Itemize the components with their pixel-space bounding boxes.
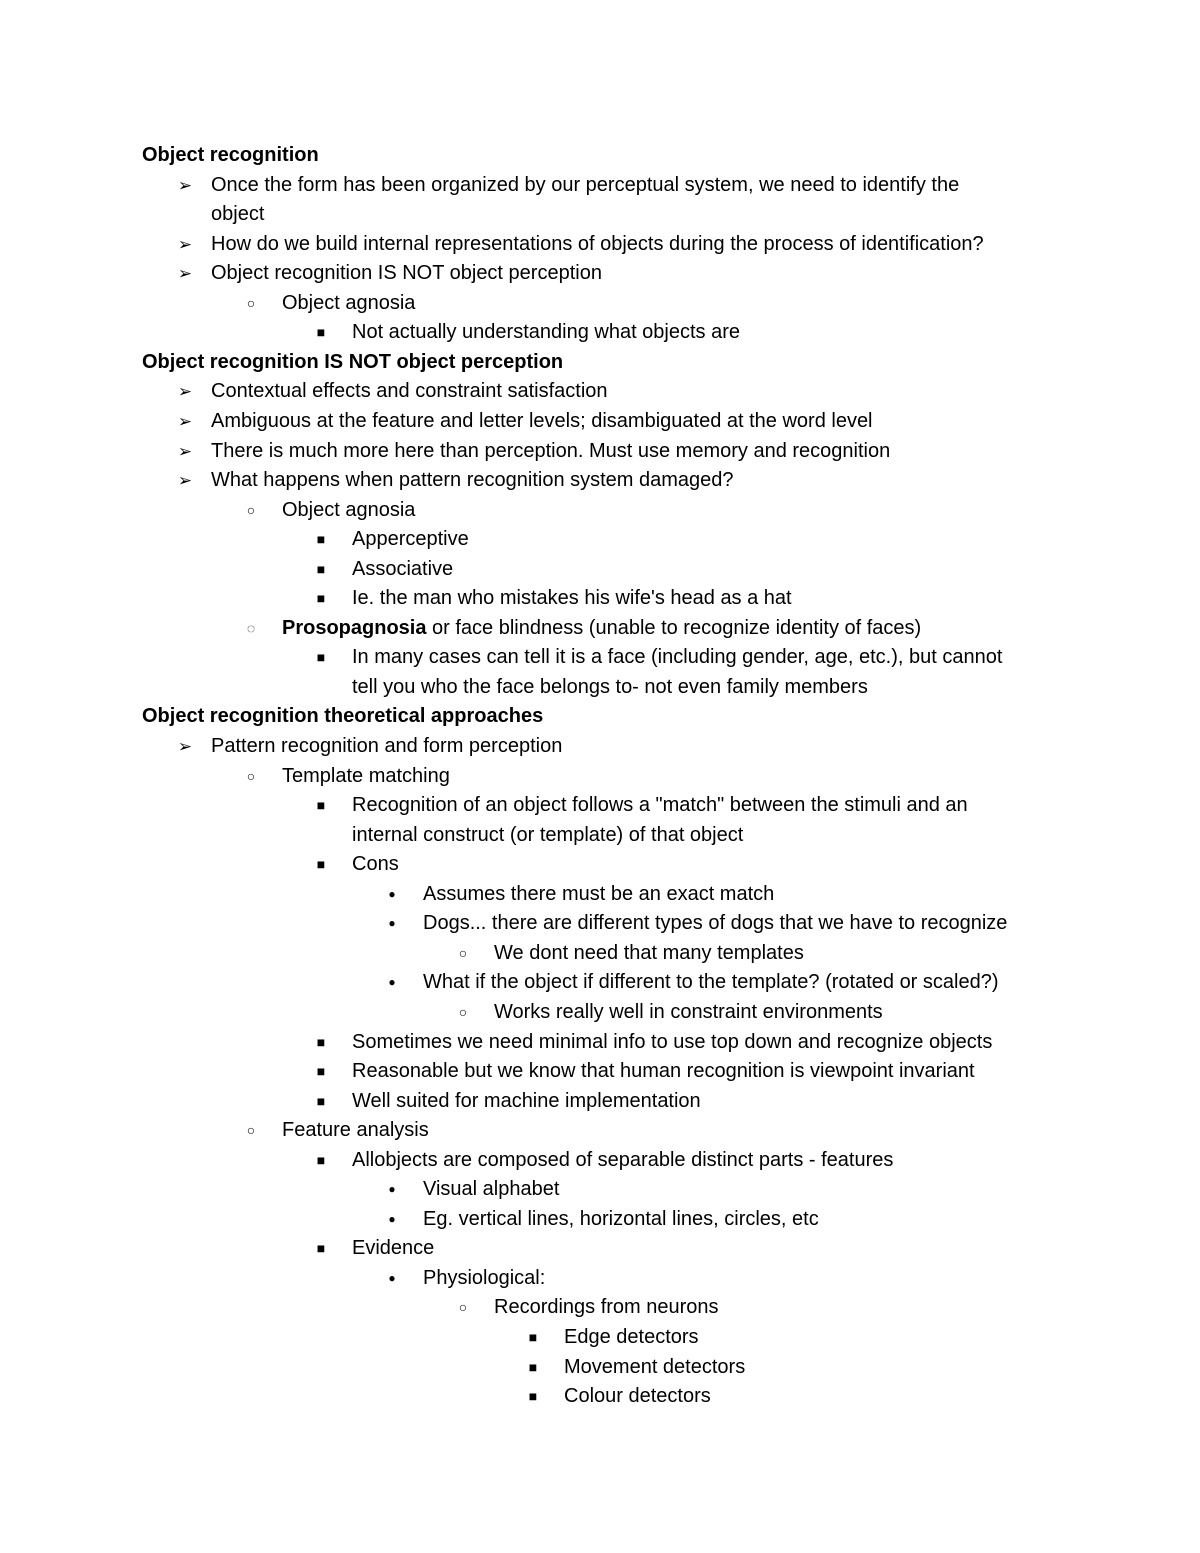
arrow-bullet-icon: ➢ <box>177 737 193 756</box>
list-item-text: Well suited for machine implementation <box>352 1089 701 1112</box>
dot-bullet-icon: ● <box>388 916 396 931</box>
dotted-circle-bullet-icon: ◌ <box>246 619 256 636</box>
section-heading: Object recognition <box>142 144 319 166</box>
list-item-text: Template matching <box>282 764 450 787</box>
square-bullet-icon: ■ <box>316 590 326 607</box>
list-item-text: Assumes there must be an exact match <box>423 882 775 905</box>
bold-term: Prosopagnosia <box>282 616 427 639</box>
list-item-text: Evidence <box>352 1237 435 1260</box>
list-item-text: Once the form has been organized by our perceptual system, we need to identify the <box>211 173 960 196</box>
list-item-text <box>282 614 921 644</box>
arrow-bullet-icon: ➢ <box>177 441 193 461</box>
list-item-text: We dont need that many templates <box>494 941 804 964</box>
list-item-text: internal construct (or template) of that object <box>352 823 744 846</box>
list-item-text: Reasonable but we know that human recognition is viewpoint invariant <box>352 1060 975 1083</box>
square-bullet-icon: ■ <box>316 560 326 577</box>
square-bullet-icon: ■ <box>528 1358 538 1375</box>
dot-bullet-icon: ● <box>388 1211 396 1226</box>
square-bullet-icon: ■ <box>316 1063 326 1080</box>
list-item-text: Object agnosia <box>282 498 416 521</box>
arrow-bullet-icon: ➢ <box>177 471 193 491</box>
section-heading: Object recognition IS NOT object perception <box>142 350 564 373</box>
list-item-text: Allobjects are composed of separable distinct parts - features <box>352 1148 894 1171</box>
square-bullet-icon: ■ <box>316 1151 326 1168</box>
dot-bullet-icon: ● <box>388 886 396 901</box>
list-item-text: Object agnosia <box>282 291 416 314</box>
square-bullet-icon: ■ <box>316 1033 326 1050</box>
circle-bullet-icon: ○ <box>246 501 256 518</box>
square-bullet-icon: ■ <box>316 856 326 873</box>
dot-bullet-icon: ● <box>388 1270 396 1285</box>
list-item-text: Sometimes we need minimal info to use top down and recognize objects <box>352 1030 993 1053</box>
circle-bullet-icon: ○ <box>246 1122 256 1139</box>
list-item-text: tell you who the face belongs to- not even family members <box>352 675 868 698</box>
arrow-bullet-icon: ➢ <box>177 382 193 402</box>
square-bullet-icon: ■ <box>316 1240 326 1257</box>
list-item-text: Object recognition IS NOT object perception <box>211 262 602 285</box>
list-item-text: There is much more here than perception. Must use memory and recognition <box>211 439 891 462</box>
list-item-text: In many cases can tell it is a face (including gender, age, etc.), but cannot <box>352 646 1003 669</box>
dot-bullet-icon: ● <box>388 1182 396 1197</box>
list-item-text: What if the object if different to the template? (rotated or scaled?) <box>423 971 999 994</box>
list-item-text: Feature analysis <box>282 1119 429 1142</box>
list-item-text: Contextual effects and constraint satisfaction <box>211 380 608 403</box>
list-item-text: Visual alphabet <box>423 1178 560 1201</box>
square-bullet-icon: ■ <box>316 649 326 666</box>
arrow-bullet-icon: ➢ <box>177 264 193 284</box>
arrow-bullet-icon: ➢ <box>177 234 193 254</box>
list-item-text: Not actually understanding what objects are <box>352 321 741 344</box>
list-item-text: Recordings from neurons <box>494 1296 719 1319</box>
list-item-text: Associative <box>352 557 454 580</box>
circle-bullet-icon: ○ <box>458 1003 468 1020</box>
list-item-text: Dogs... there are different types of dogs that we have to recognize <box>423 912 1008 935</box>
list-item-text: Ie. the man who mistakes his wife's head as a hat <box>352 587 792 610</box>
square-bullet-icon: ■ <box>316 1092 326 1109</box>
square-bullet-icon: ■ <box>528 1388 538 1405</box>
term-description: or face blindness (unable to recognize identity of faces) <box>426 616 922 639</box>
circle-bullet-icon: ○ <box>246 294 256 311</box>
list-item-text: Pattern recognition and form perception <box>211 735 563 757</box>
list-item-text: Edge detectors <box>564 1326 699 1348</box>
list-item-text: Ambiguous at the feature and letter levels; disambiguated at the word level <box>211 409 873 432</box>
arrow-bullet-icon: ➢ <box>177 411 193 431</box>
dot-bullet-icon: ● <box>388 975 396 990</box>
square-bullet-icon: ■ <box>316 797 326 814</box>
list-item-text: Movement detectors <box>564 1355 746 1378</box>
circle-bullet-icon: ○ <box>458 1299 468 1316</box>
square-bullet-icon: ■ <box>316 531 326 548</box>
list-item-text: How do we build internal representations of objects during the process of identification? <box>211 232 984 255</box>
list-item-text: Recognition of an object follows a "match" between the stimuli and an <box>352 794 968 817</box>
arrow-bullet-icon: ➢ <box>177 175 193 195</box>
list-item-text: Eg. vertical lines, horizontal lines, circles, etc <box>423 1207 819 1230</box>
square-bullet-icon: ■ <box>528 1329 538 1345</box>
circle-bullet-icon: ○ <box>246 767 256 784</box>
section-heading: Object recognition theoretical approaches <box>142 705 544 728</box>
list-item-text: Colour detectors <box>564 1385 711 1408</box>
list-item-text: object <box>211 203 265 226</box>
list-item-text: Works really well in constraint environments <box>494 1000 883 1023</box>
circle-bullet-icon: ○ <box>458 944 468 961</box>
list-item-text: Cons <box>352 853 399 876</box>
list-item-text: Physiological: <box>423 1266 546 1289</box>
square-bullet-icon: ■ <box>316 324 326 341</box>
list-item-text: What happens when pattern recognition system damaged? <box>211 469 734 492</box>
list-item-text: Apperceptive <box>352 528 469 551</box>
